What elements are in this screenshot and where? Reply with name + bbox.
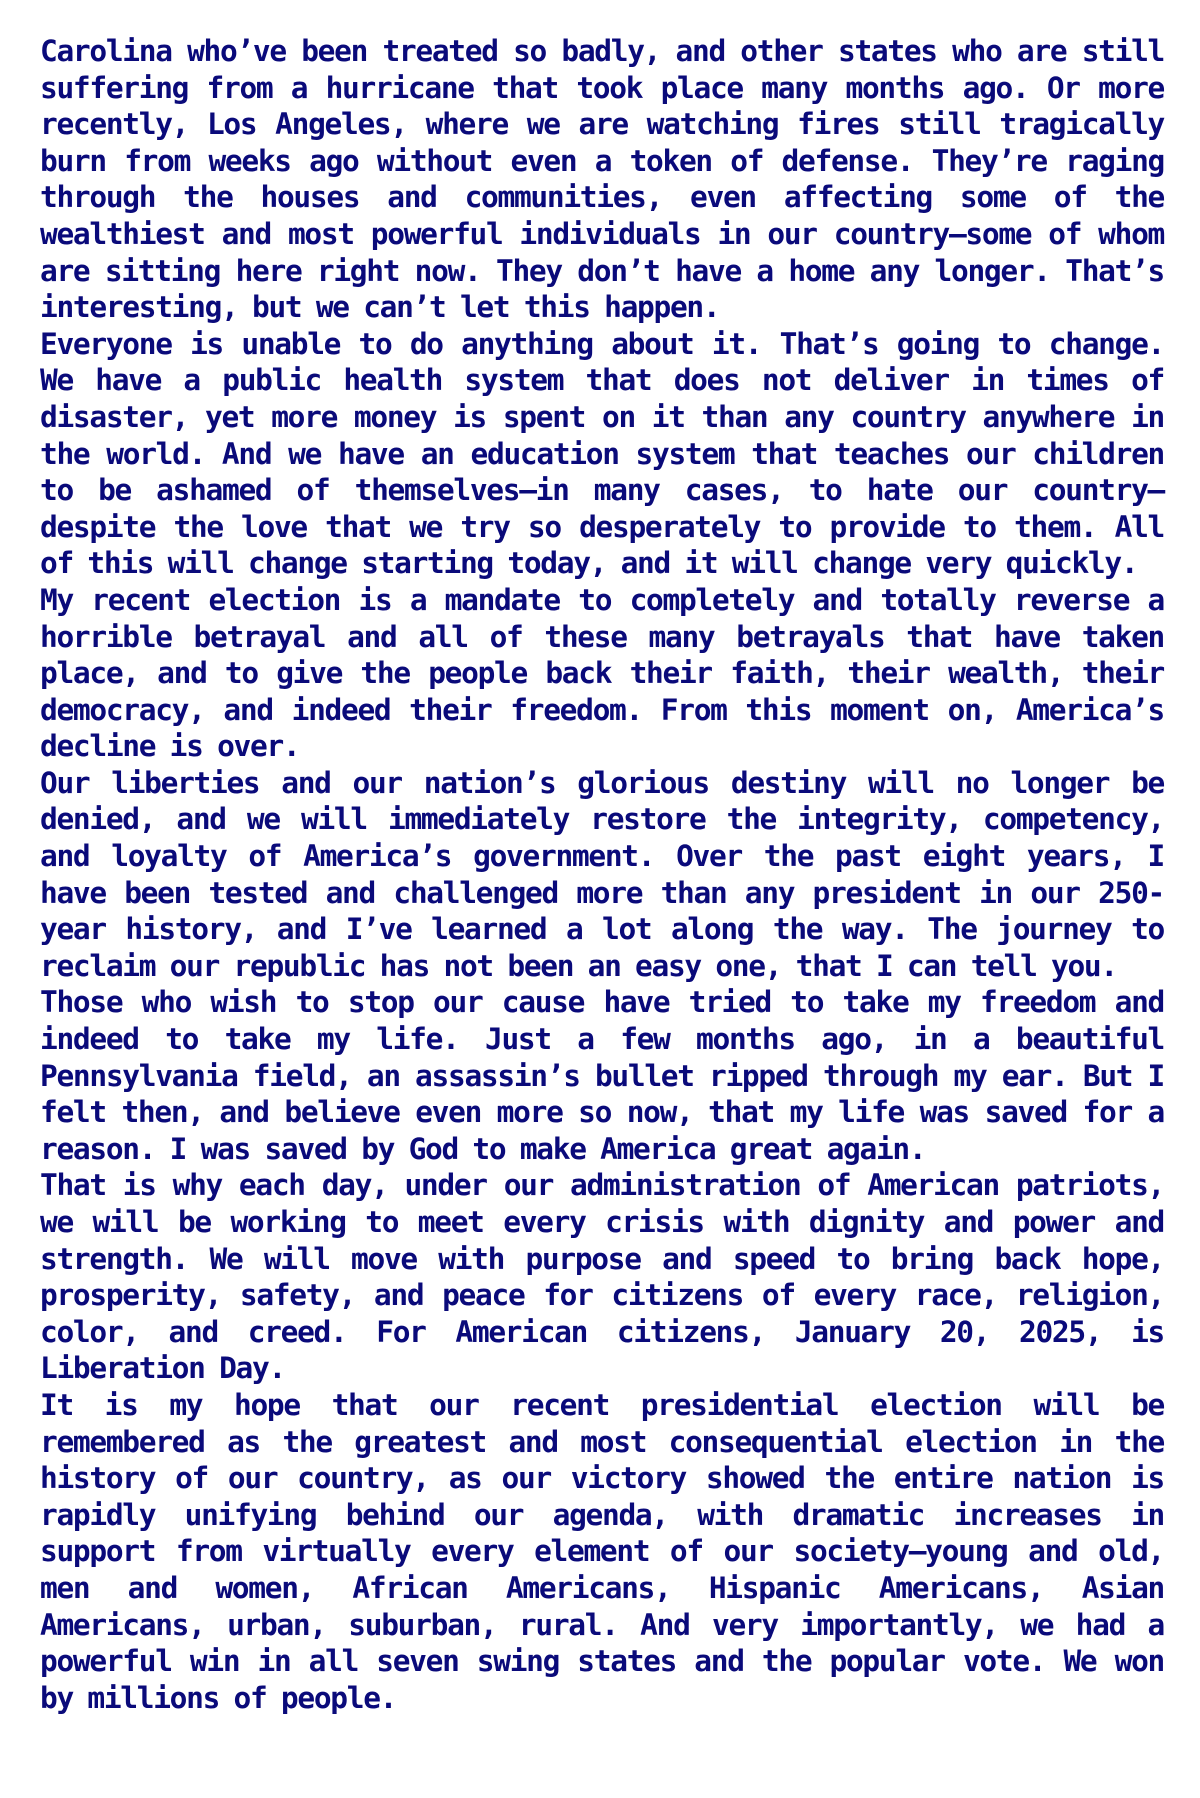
document-body bbox=[40, 33, 1164, 1716]
paragraph-6: That is why each day, under our administration of American patriots, we will be working to meet every crisis with dignity and power and strength. We will move with purpose and speed to bring back hope, prosperity, safety, and peace for citizens of every race, religion, color, and creed. For American citizens, January 20, 2025, is Liberation Day. bbox=[40, 1168, 1164, 1386]
paragraph-3: My recent election is a mandate to completely and totally reverse a horrible betrayal and all of these many betrayals that have taken place, and to give the people back their faith, their wealth, their democracy, and indeed their freedom. From this moment on, America’s decline is over. bbox=[40, 582, 1164, 764]
paragraph-1: Carolina who’ve been treated so badly, and other states who are still suffering from a hurricane that took place many months ago. Or more recently, Los Angeles, where we are watching fires still tragically burn from weeks ago without even a token of defense. They’re raging through the houses and communities, even affecting some of the wealthiest and most powerful individuals in our country—some of whom are sitting here right now. They don’t have a home any longer. That’s interesting, but we can’t let this happen. bbox=[40, 34, 1164, 325]
paragraph-4: Our liberties and our nation’s glorious destiny will no longer be denied, and we will immediately restore the integrity, competency, and loyalty of America’s government. Over the past eight years, I have been tested and challenged more than any president in our 250-year history, and I’ve learned a lot along the way. The journey to reclaim our republic has not been an easy one, that I can tell you. bbox=[40, 765, 1164, 983]
paragraph-2: Everyone is unable to do anything about it. That’s going to change. We have a public health system that does not deliver in times of disaster, yet more money is spent on it than any country anywhere in the world. And we have an education system that teaches our children to be ashamed of themselves—in many cases, to hate our country—despite the love that we try so desperately to provide to them. All of this will change starting today, and it will change very quickly. bbox=[40, 326, 1164, 581]
paragraph-7: It is my hope that our recent presidential election will be remembered as the greatest and most consequential election in the history of our country, as our victory showed the entire nation is rapidly unifying behind our agenda, with dramatic increases in support from virtually every element of our society—young and old, men and women, African Americans, Hispanic Americans, Asian Americans, urban, suburban, rural. And very importantly, we had a powerful win in all seven swing states and the popular vote. We won by millions of people. bbox=[40, 1387, 1164, 1715]
paragraph-5: Those who wish to stop our cause have tried to take my freedom and indeed to take my life. Just a few months ago, in a beautiful Pennsylvania field, an assassin’s bullet ripped through my ear. But I felt then, and believe even more so now, that my life was saved for a reason. I was saved by God to make America great again. bbox=[40, 985, 1164, 1166]
